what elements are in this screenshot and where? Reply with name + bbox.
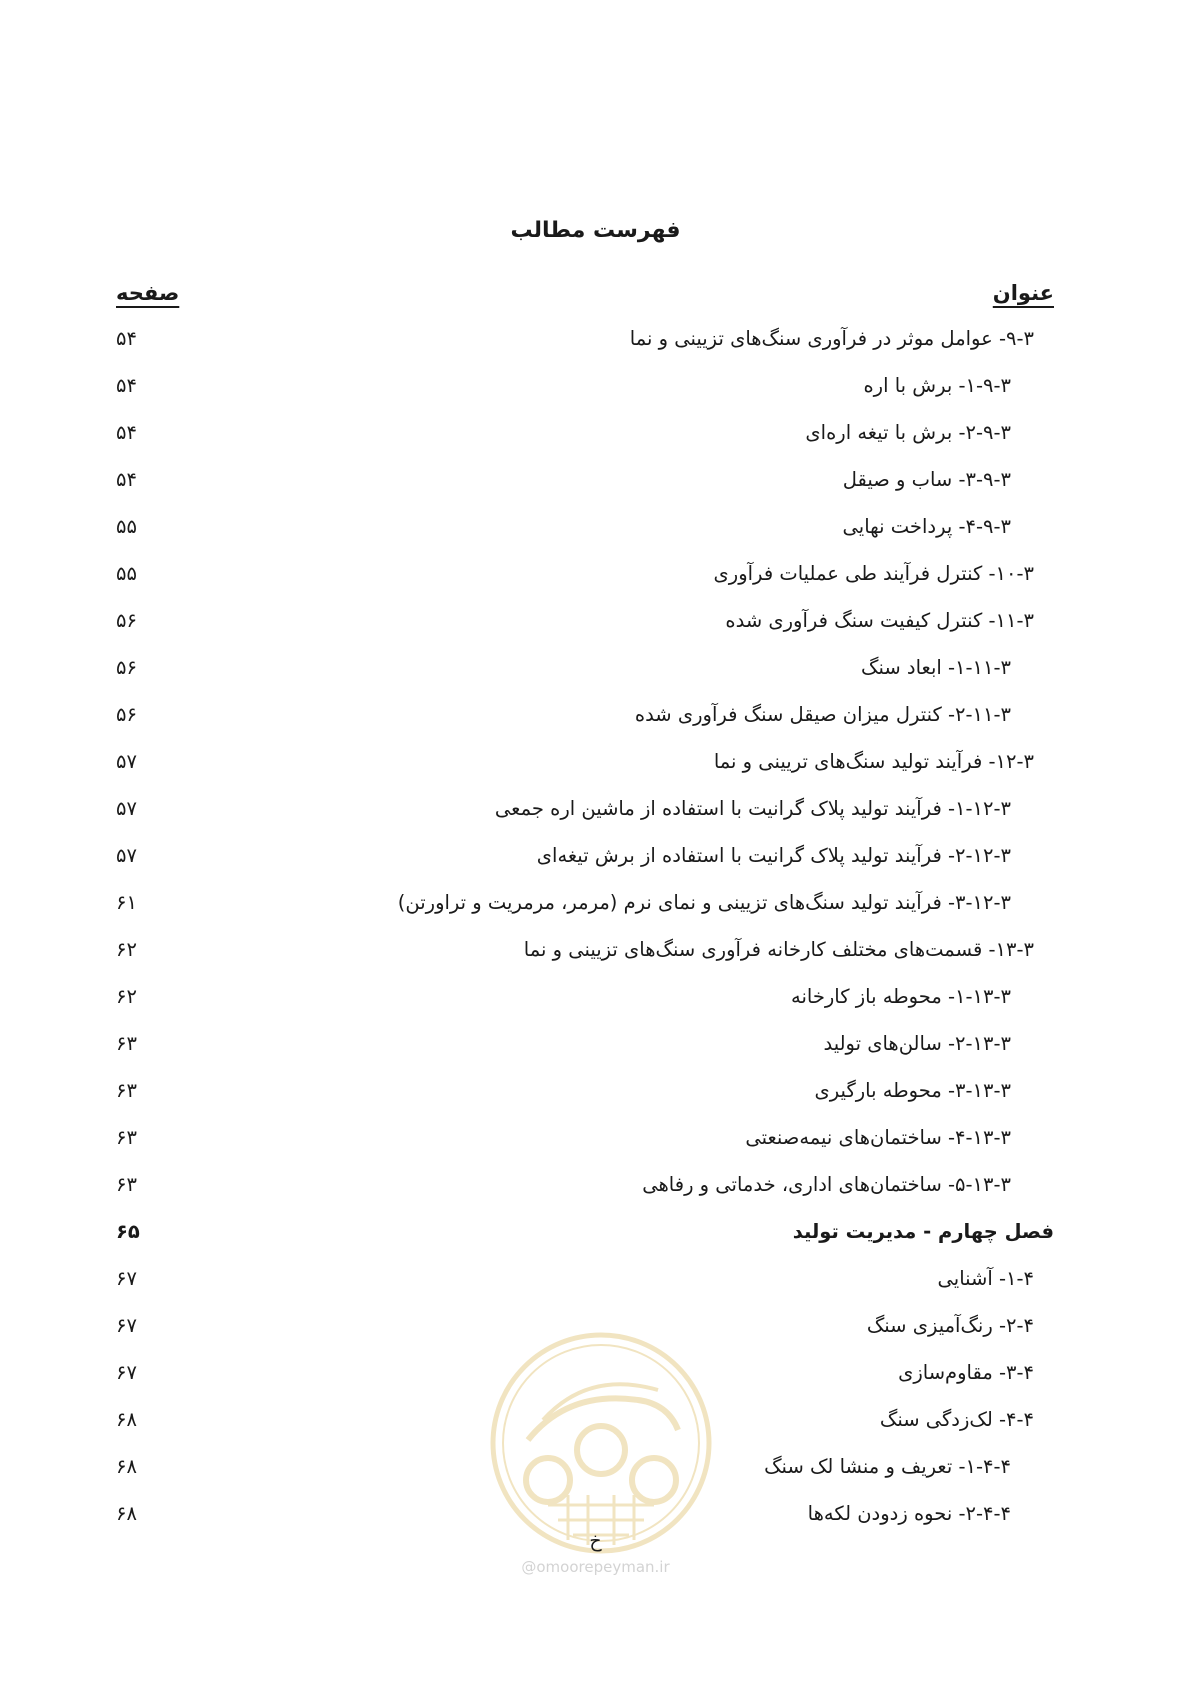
- toc-entry-page: ۶۱: [116, 891, 137, 914]
- toc-entry-title: فصل چهارم - مدیریت تولید: [792, 1220, 1054, 1243]
- toc-entry-page: ۶۵: [116, 1220, 140, 1243]
- toc-entry: [0, 1067, 1191, 1114]
- toc-entry: [0, 879, 1191, 926]
- toc-entry-title: ۳-۹-۳- ساب و صیقل: [842, 468, 1011, 491]
- toc-entry-page: ۶۳: [116, 1079, 137, 1102]
- toc-entry-title: ۴-۱۳-۳- ساختمان‌های نیمه‌صنعتی: [745, 1126, 1011, 1149]
- watermark-seal-icon: [488, 1330, 714, 1556]
- toc-entry: [0, 644, 1191, 691]
- toc-entry-title: ۱۰-۳- کنترل فرآیند طی عملیات فرآوری: [713, 562, 1034, 585]
- toc-entry-title: ۱-۴-۴- تعریف و منشا لک سنگ: [764, 1455, 1011, 1478]
- watermark-url: @omoorepeyman.ir: [521, 1558, 670, 1576]
- title-column-header: عنوان: [992, 281, 1054, 305]
- toc-entry-title: ۲-۱۳-۳- سالن‌های تولید: [823, 1032, 1011, 1055]
- toc-entry-page: ۶۸: [116, 1502, 137, 1525]
- toc-entry-page: ۵۶: [116, 609, 137, 632]
- toc-entry-page: ۶۷: [116, 1361, 137, 1384]
- toc-entry: [0, 550, 1191, 597]
- toc-entry-title: ۳-۱۲-۳- فرآیند تولید سنگ‌های تزیینی و نمای نرم (مرمر، مرمریت و تراورتن): [397, 891, 1011, 914]
- toc-entry-page: ۶۲: [116, 938, 137, 961]
- toc-entry-title: ۱-۱۲-۳- فرآیند تولید پلاک گرانیت با استفاده از ماشین اره جمعی: [494, 797, 1011, 820]
- toc-entry: [0, 973, 1191, 1020]
- toc-entry-page: ۵۶: [116, 703, 137, 726]
- toc-entry-title: ۳-۴- مقاوم‌سازی: [898, 1361, 1034, 1384]
- toc-entry-page: ۶۸: [116, 1408, 137, 1431]
- toc-entry: [0, 456, 1191, 503]
- toc-entry-page: ۵۷: [116, 750, 137, 773]
- toc-entry: [0, 362, 1191, 409]
- toc-entry-page: ۶۷: [116, 1267, 137, 1290]
- toc-entry-title: ۱-۱۱-۳- ابعاد سنگ: [861, 656, 1011, 679]
- toc-entry-title: ۱۳-۳- قسمت‌های مختلف کارخانه فرآوری سنگ‌های تزیینی و نما: [523, 938, 1034, 961]
- toc-entry-page: ۶۳: [116, 1032, 137, 1055]
- toc-entry-title: ۲-۱۱-۳- کنترل میزان صیقل سنگ فرآوری شده: [634, 703, 1011, 726]
- toc-entry-page: ۵۵: [116, 515, 137, 538]
- toc-entry-page: ۶۸: [116, 1455, 137, 1478]
- page-column-header: صفحه: [116, 281, 180, 305]
- toc-entry-title: ۱-۴- آشنایی: [937, 1267, 1034, 1290]
- toc-entry: [0, 1114, 1191, 1161]
- toc-entry-title: ۲-۱۲-۳- فرآیند تولید پلاک گرانیت با استفاده از برش تیغه‌ای: [536, 844, 1011, 867]
- page-number: خ: [589, 1530, 602, 1552]
- toc-entry: [0, 503, 1191, 550]
- toc-entry-page: ۵۶: [116, 656, 137, 679]
- toc-entry: [0, 1161, 1191, 1208]
- toc-entry: [0, 315, 1191, 362]
- toc-entry: [0, 691, 1191, 738]
- toc-entry-title: ۲-۴-۴- نحوه زدودن لکه‌ها: [807, 1502, 1011, 1525]
- toc-entry-title: ۱۲-۳- فرآیند تولید سنگ‌های تریینی و نما: [713, 750, 1034, 773]
- toc-entry-page: ۵۴: [116, 421, 137, 444]
- toc-entry-page: ۶۳: [116, 1173, 137, 1196]
- toc-entry-page: ۶۷: [116, 1314, 137, 1337]
- toc-entry-page: ۵۴: [116, 374, 137, 397]
- toc-entry-title: ۹-۳- عوامل موثر در فرآوری سنگ‌های تزیینی و نما: [629, 327, 1034, 350]
- toc-entry: [0, 832, 1191, 879]
- toc-entry-title: ۱۱-۳- کنترل کیفیت سنگ فرآوری شده: [725, 609, 1034, 632]
- toc-entry-page: ۵۵: [116, 562, 137, 585]
- toc-entry: [0, 1020, 1191, 1067]
- toc-entry: [0, 409, 1191, 456]
- toc-entry: [0, 926, 1191, 973]
- toc-entry-title: ۴-۹-۳- پرداخت نهایی: [842, 515, 1011, 538]
- toc-entry-title: ۴-۴- لک‌زدگی سنگ: [879, 1408, 1034, 1431]
- toc-entry-title: ۳-۱۳-۳- محوطه بارگیری: [814, 1079, 1011, 1102]
- toc-entry: [0, 597, 1191, 644]
- toc-entry-title: ۲-۴- رنگ‌آمیزی سنگ: [866, 1314, 1034, 1337]
- toc-entry: [0, 1255, 1191, 1302]
- toc-entry-title: ۲-۹-۳- برش با تیغه اره‌ای: [805, 421, 1011, 444]
- toc-entry-page: ۶۲: [116, 985, 137, 1008]
- toc-entry-title: ۱-۹-۳- برش با اره: [863, 374, 1011, 397]
- toc-entry-page: ۵۴: [116, 468, 137, 491]
- toc-entry-title: ۱-۱۳-۳- محوطه باز کارخانه: [791, 985, 1011, 1008]
- page-title: فهرست مطالب: [510, 218, 681, 243]
- toc-entry-page: ۵۷: [116, 797, 137, 820]
- toc-entry: [0, 1208, 1191, 1255]
- toc-entry-page: ۵۷: [116, 844, 137, 867]
- toc-entry: [0, 738, 1191, 785]
- toc-entry-title: ۵-۱۳-۳- ساختمان‌های اداری، خدماتی و رفاهی: [642, 1173, 1011, 1196]
- toc-entry-page: ۶۳: [116, 1126, 137, 1149]
- toc-entry-page: ۵۴: [116, 327, 137, 350]
- toc-entry: [0, 785, 1191, 832]
